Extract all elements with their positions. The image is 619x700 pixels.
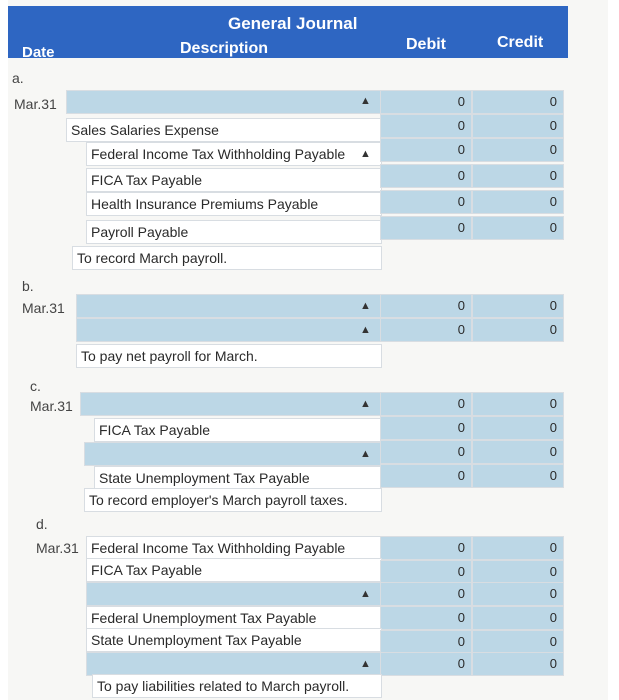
entry-a-memo: To record March payroll.	[72, 246, 382, 270]
debit-column-header: Debit	[406, 36, 446, 53]
entry-b-line1-account[interactable]	[76, 294, 382, 318]
entry-b-line1-credit[interactable]: 0	[472, 294, 564, 318]
entry-c-line4-credit[interactable]: 0	[472, 464, 564, 488]
entry-d-line4-debit[interactable]: 0	[380, 606, 472, 630]
entry-c-line3-account[interactable]	[84, 442, 382, 466]
entry-d-line1-account[interactable]: Federal Income Tax Withholding Payable	[86, 536, 382, 560]
entry-b-label: b.	[22, 278, 34, 294]
entry-a-line4-account[interactable]: FICA Tax Payable	[86, 168, 382, 192]
entry-c-line2-credit[interactable]: 0	[472, 416, 564, 440]
entry-d-line3-account[interactable]	[86, 582, 382, 606]
entry-b-date: Mar.31	[22, 300, 65, 316]
entry-a-line2-debit[interactable]: 0	[380, 114, 472, 138]
entry-c-label: c.	[30, 378, 41, 394]
entry-a-line4-debit[interactable]: 0	[380, 164, 472, 188]
entry-d-label: d.	[36, 516, 48, 532]
entry-b-line2-credit[interactable]: 0	[472, 318, 564, 342]
entry-d-line5-debit[interactable]: 0	[380, 630, 472, 654]
entry-c-line2-debit[interactable]: 0	[380, 416, 472, 440]
entry-a-line2-account[interactable]: Sales Salaries Expense	[66, 118, 382, 142]
entry-b-line2-debit[interactable]: 0	[380, 318, 472, 342]
entry-d-line2-account[interactable]: FICA Tax Payable	[86, 558, 382, 582]
entry-a-line3-account[interactable]: Federal Income Tax Withholding Payable	[86, 142, 382, 166]
entry-a-line6-account[interactable]: Payroll Payable	[86, 220, 382, 244]
entry-d-line1-debit[interactable]: 0	[380, 536, 472, 560]
entry-d-line6-debit[interactable]: 0	[380, 652, 472, 676]
updown-arrow-icon[interactable]: ▲	[360, 398, 371, 410]
entry-a-line6-credit[interactable]: 0	[472, 216, 564, 240]
entry-c-line3-credit[interactable]: 0	[472, 440, 564, 464]
entry-c-line1-account[interactable]	[80, 392, 382, 416]
entry-a-line3-debit[interactable]: 0	[380, 138, 472, 162]
entry-d-memo: To pay liabilities related to March payroll.	[92, 674, 382, 698]
entry-c-line3-debit[interactable]: 0	[380, 440, 472, 464]
entry-d-line5-credit[interactable]: 0	[472, 630, 564, 654]
updown-arrow-icon[interactable]: ▲	[360, 448, 371, 460]
entry-d-line3-debit[interactable]: 0	[380, 582, 472, 606]
description-column-header: Description	[180, 40, 269, 57]
entry-d-line4-credit[interactable]: 0	[472, 606, 564, 630]
entry-c-line1-debit[interactable]: 0	[380, 392, 472, 416]
entry-c-line4-account[interactable]: State Unemployment Tax Payable	[94, 466, 382, 490]
journal-header	[8, 6, 568, 61]
entry-a-date: Mar.31	[14, 96, 57, 112]
entry-b-memo: To pay net payroll for March.	[76, 344, 382, 368]
entry-a-line4-credit[interactable]: 0	[472, 164, 564, 188]
updown-arrow-icon[interactable]: ▲	[360, 300, 371, 312]
entry-c-line2-account[interactable]: FICA Tax Payable	[94, 418, 382, 442]
entry-d-line2-credit[interactable]: 0	[472, 560, 564, 584]
updown-arrow-icon[interactable]: ▲	[360, 148, 371, 160]
entry-d-line2-debit[interactable]: 0	[380, 560, 472, 584]
entry-a-line1-account[interactable]	[66, 90, 382, 114]
journal-title: General Journal	[228, 14, 358, 33]
updown-arrow-icon[interactable]: ▲	[360, 95, 371, 107]
entry-d-date: Mar.31	[36, 540, 79, 556]
entry-d-line1-credit[interactable]: 0	[472, 536, 564, 560]
updown-arrow-icon[interactable]: ▲	[360, 588, 371, 600]
date-column-header: Date	[22, 44, 55, 61]
entry-d-line3-credit[interactable]: 0	[472, 582, 564, 606]
entry-c-date: Mar.31	[30, 398, 73, 414]
entry-a-line1-debit[interactable]: 0	[380, 90, 472, 114]
entry-d-line4-account[interactable]: Federal Unemployment Tax Payable	[86, 606, 382, 630]
entry-b-line1-debit[interactable]: 0	[380, 294, 472, 318]
entry-c-memo: To record employer's March payroll taxes.	[84, 488, 382, 512]
entry-a-line3-credit[interactable]: 0	[472, 138, 564, 162]
updown-arrow-icon[interactable]: ▲	[360, 324, 371, 336]
updown-arrow-icon[interactable]: ▲	[360, 658, 371, 670]
credit-column-header: Credit	[497, 34, 544, 51]
entry-c-line1-credit[interactable]: 0	[472, 392, 564, 416]
entry-a-line1-credit[interactable]: 0	[472, 90, 564, 114]
entry-c-line4-debit[interactable]: 0	[380, 464, 472, 488]
entry-a-line5-debit[interactable]: 0	[380, 190, 472, 214]
entry-d-line6-account[interactable]	[86, 652, 382, 676]
entry-a-line5-account[interactable]: Health Insurance Premiums Payable	[86, 192, 382, 216]
entry-a-label: a.	[12, 70, 24, 86]
entry-a-line2-credit[interactable]: 0	[472, 114, 564, 138]
entry-a-line5-credit[interactable]: 0	[472, 190, 564, 214]
entry-b-line2-account[interactable]	[76, 318, 382, 342]
general-journal-table	[8, 0, 608, 700]
entry-d-line6-credit[interactable]: 0	[472, 652, 564, 676]
entry-a-line6-debit[interactable]: 0	[380, 216, 472, 240]
entry-d-line5-account[interactable]: State Unemployment Tax Payable	[86, 628, 382, 652]
